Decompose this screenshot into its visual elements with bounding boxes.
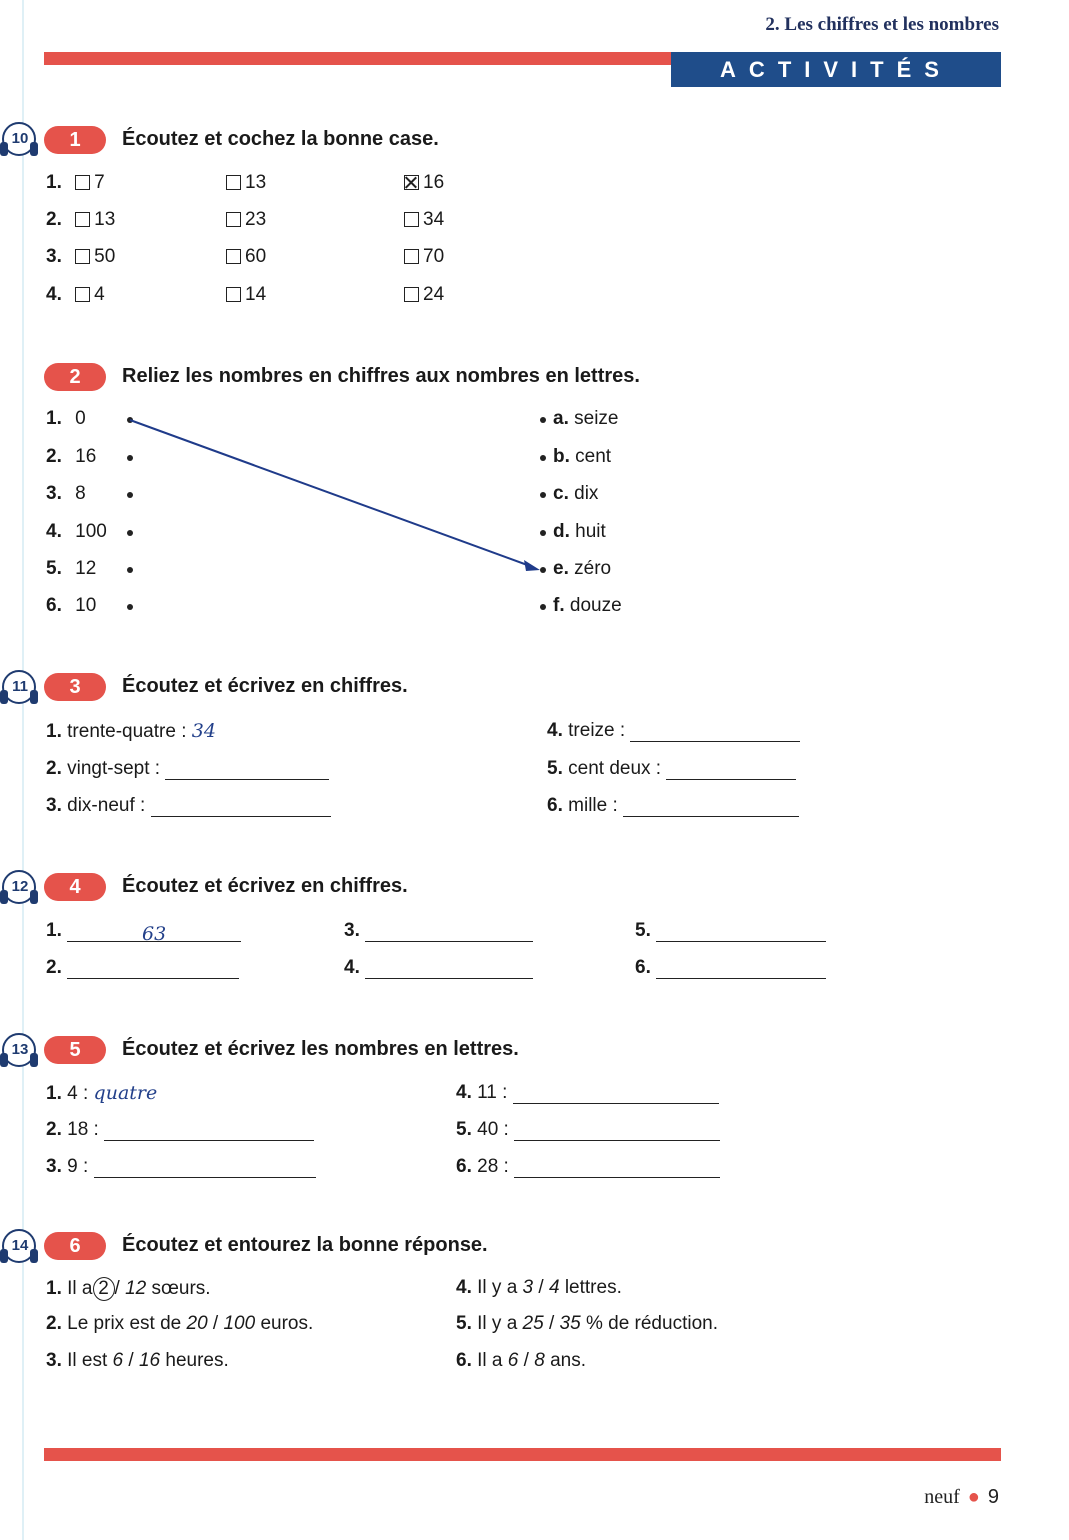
left-dots[interactable] [127, 417, 133, 610]
ex6-item: 2. Le prix est de 20 / 100 euros. [46, 1313, 314, 1334]
ex3-item: 4. treize : [547, 720, 800, 742]
exercise-number: 1 [44, 126, 106, 154]
track-number: 13 [11, 1041, 29, 1058]
audio-track-icon[interactable] [0, 1229, 40, 1269]
answer-blank[interactable] [67, 960, 239, 979]
checkbox-option[interactable]: 7 [75, 172, 105, 193]
match-left-item: 5. 12 [46, 558, 97, 579]
track-number: 14 [11, 1237, 29, 1254]
handwritten-answer[interactable]: quatre [93, 1082, 158, 1104]
checkbox-option[interactable]: 16 [404, 172, 444, 194]
ex3-item: 3. dix-neuf : [46, 795, 331, 817]
ex5-item: 3. 9 : [46, 1156, 316, 1178]
match-left-item: 6. 10 [46, 595, 97, 616]
answer-blank[interactable] [666, 761, 796, 780]
ex4-item: 4. [344, 957, 533, 979]
match-left-item: 2. 16 [46, 446, 97, 467]
ex4-item: 6. [635, 957, 826, 979]
checkbox-option[interactable]: 13 [226, 172, 266, 194]
footer-bar [44, 1448, 1001, 1461]
answer-blank[interactable] [514, 1159, 720, 1178]
match-right-item: b. cent [553, 446, 612, 467]
exercise-number: 2 [44, 363, 106, 391]
audio-track-icon[interactable] [0, 870, 40, 910]
exercise-number: 3 [44, 673, 106, 701]
ex1-row: 2. 13 [46, 209, 116, 230]
answer-blank[interactable] [67, 923, 241, 945]
ex4-item: 5. [635, 920, 826, 942]
exercise-number: 5 [44, 1036, 106, 1064]
page-number: 9 [987, 1486, 999, 1508]
ex1-row: 4. 4 [46, 284, 105, 305]
match-right-item: a. seize [553, 408, 619, 429]
checkbox-option[interactable]: 4 [75, 284, 105, 305]
exercise-number: 4 [44, 873, 106, 901]
checkbox-option[interactable]: 23 [226, 209, 266, 231]
answer-blank[interactable] [165, 761, 329, 780]
ex5-item: 2. 18 : [46, 1119, 314, 1141]
match-left-item: 3. 8 [46, 483, 86, 504]
track-number: 11 [12, 678, 28, 695]
answer-blank[interactable] [94, 1159, 316, 1178]
track-number: 12 [11, 878, 29, 895]
checkbox-option[interactable]: 24 [404, 284, 444, 306]
answer-blank[interactable] [623, 798, 799, 817]
ex5-item: 4. 11 : [456, 1082, 719, 1104]
answer-blank[interactable] [513, 1085, 719, 1104]
arrow-head-icon [524, 560, 540, 571]
answer-option[interactable]: 6 [507, 1350, 519, 1371]
answer-blank[interactable] [514, 1122, 720, 1141]
track-number: 10 [11, 130, 29, 147]
exercise-number: 6 [44, 1232, 106, 1260]
audio-track-icon[interactable] [0, 1033, 40, 1073]
match-left-item: 1. 0 [46, 408, 86, 429]
match-left-item: 4. 100 [46, 521, 107, 542]
answer-option[interactable]: 35 [559, 1313, 581, 1334]
exercise-instruction: Écoutez et écrivez en chiffres. [122, 875, 408, 897]
ex4-item: 1. 63 [46, 920, 241, 942]
handwritten-answer: 63 [142, 923, 167, 945]
activities-banner: ACTIVITÉS [671, 52, 1001, 87]
answer-option[interactable]: 20 [186, 1313, 208, 1334]
ex5-item: 6. 28 : [456, 1156, 720, 1178]
answer-blank[interactable] [656, 923, 826, 942]
answer-blank[interactable] [656, 960, 826, 979]
checkbox-option[interactable]: 60 [226, 246, 266, 268]
audio-track-icon[interactable] [0, 670, 40, 710]
connector-line [130, 420, 530, 566]
answer-option[interactable]: 100 [223, 1313, 256, 1334]
checkbox-option[interactable]: 70 [404, 246, 444, 268]
answer-blank[interactable] [630, 723, 800, 742]
exercise-instruction: Écoutez et entourez la bonne réponse. [122, 1234, 488, 1256]
answer-option[interactable]: 6 [112, 1350, 124, 1371]
answer-option[interactable]: 3 [522, 1277, 534, 1298]
ex3-item: 2. vingt-sept : [46, 758, 329, 780]
match-right-item: c. dix [553, 483, 599, 504]
match-right-item: f. douze [553, 595, 622, 616]
match-right-item: d. huit [553, 521, 606, 542]
answer-blank[interactable] [104, 1122, 314, 1141]
checkbox-option[interactable]: 13 [75, 209, 115, 230]
ex1-row: 1. 7 [46, 172, 105, 193]
page-word: neuf [924, 1486, 960, 1508]
handwritten-answer[interactable]: 34 [191, 720, 216, 742]
answer-option[interactable]: 25 [522, 1313, 544, 1334]
checkbox-option[interactable]: 50 [75, 246, 115, 267]
exercise-instruction: Reliez les nombres en chiffres aux nombres en lettres. [122, 365, 640, 387]
exercise-instruction: Écoutez et écrivez en chiffres. [122, 675, 408, 697]
ex3-item: 6. mille : [547, 795, 799, 817]
answer-option[interactable]: 8 [534, 1350, 545, 1371]
bullet-icon: ● [967, 1486, 980, 1508]
ex6-item: 4. Il y a 3 / 4 lettres. [456, 1277, 622, 1298]
ex6-item: 3. Il est 6 / 16 heures. [46, 1350, 229, 1371]
ex1-row: 3. 50 [46, 246, 116, 267]
ex3-item: 1. trente-quatre : 34 [46, 720, 216, 742]
matching-dots-and-line [0, 0, 1069, 640]
ex5-item: 5. 40 : [456, 1119, 720, 1141]
circled-answer[interactable]: 2 [93, 1277, 115, 1301]
ex5-item: 1. 4 : quatre [46, 1082, 158, 1104]
answer-option[interactable]: 12 [125, 1278, 147, 1299]
ex4-item: 2. [46, 957, 239, 979]
ex6-item: 1. Il a 2 / 12 sœurs. [46, 1278, 211, 1299]
answer-blank[interactable] [365, 960, 533, 979]
exercise-instruction: Écoutez et cochez la bonne case. [122, 128, 439, 150]
match-right-item: e. zéro [553, 558, 612, 579]
answer-option[interactable]: 16 [138, 1350, 161, 1371]
answer-blank[interactable] [151, 798, 331, 817]
checkbox-option[interactable]: 14 [226, 284, 266, 306]
answer-blank[interactable] [365, 923, 533, 942]
chapter-title: 2. Les chiffres et les nombres [765, 14, 999, 35]
ex6-item: 6. Il a 6 / 8 ans. [456, 1350, 586, 1371]
answer-option[interactable]: 4 [548, 1277, 560, 1298]
checkbox-option[interactable]: 34 [404, 209, 444, 231]
exercise-instruction: Écoutez et écrivez les nombres en lettres. [122, 1038, 519, 1060]
ex3-item: 5. cent deux : [547, 758, 796, 780]
ex4-item: 3. [344, 920, 533, 942]
ex6-item: 5. Il y a 25 / 35 % de réduction. [456, 1313, 718, 1334]
right-dots[interactable] [540, 417, 546, 610]
page-footer [924, 1486, 999, 1509]
